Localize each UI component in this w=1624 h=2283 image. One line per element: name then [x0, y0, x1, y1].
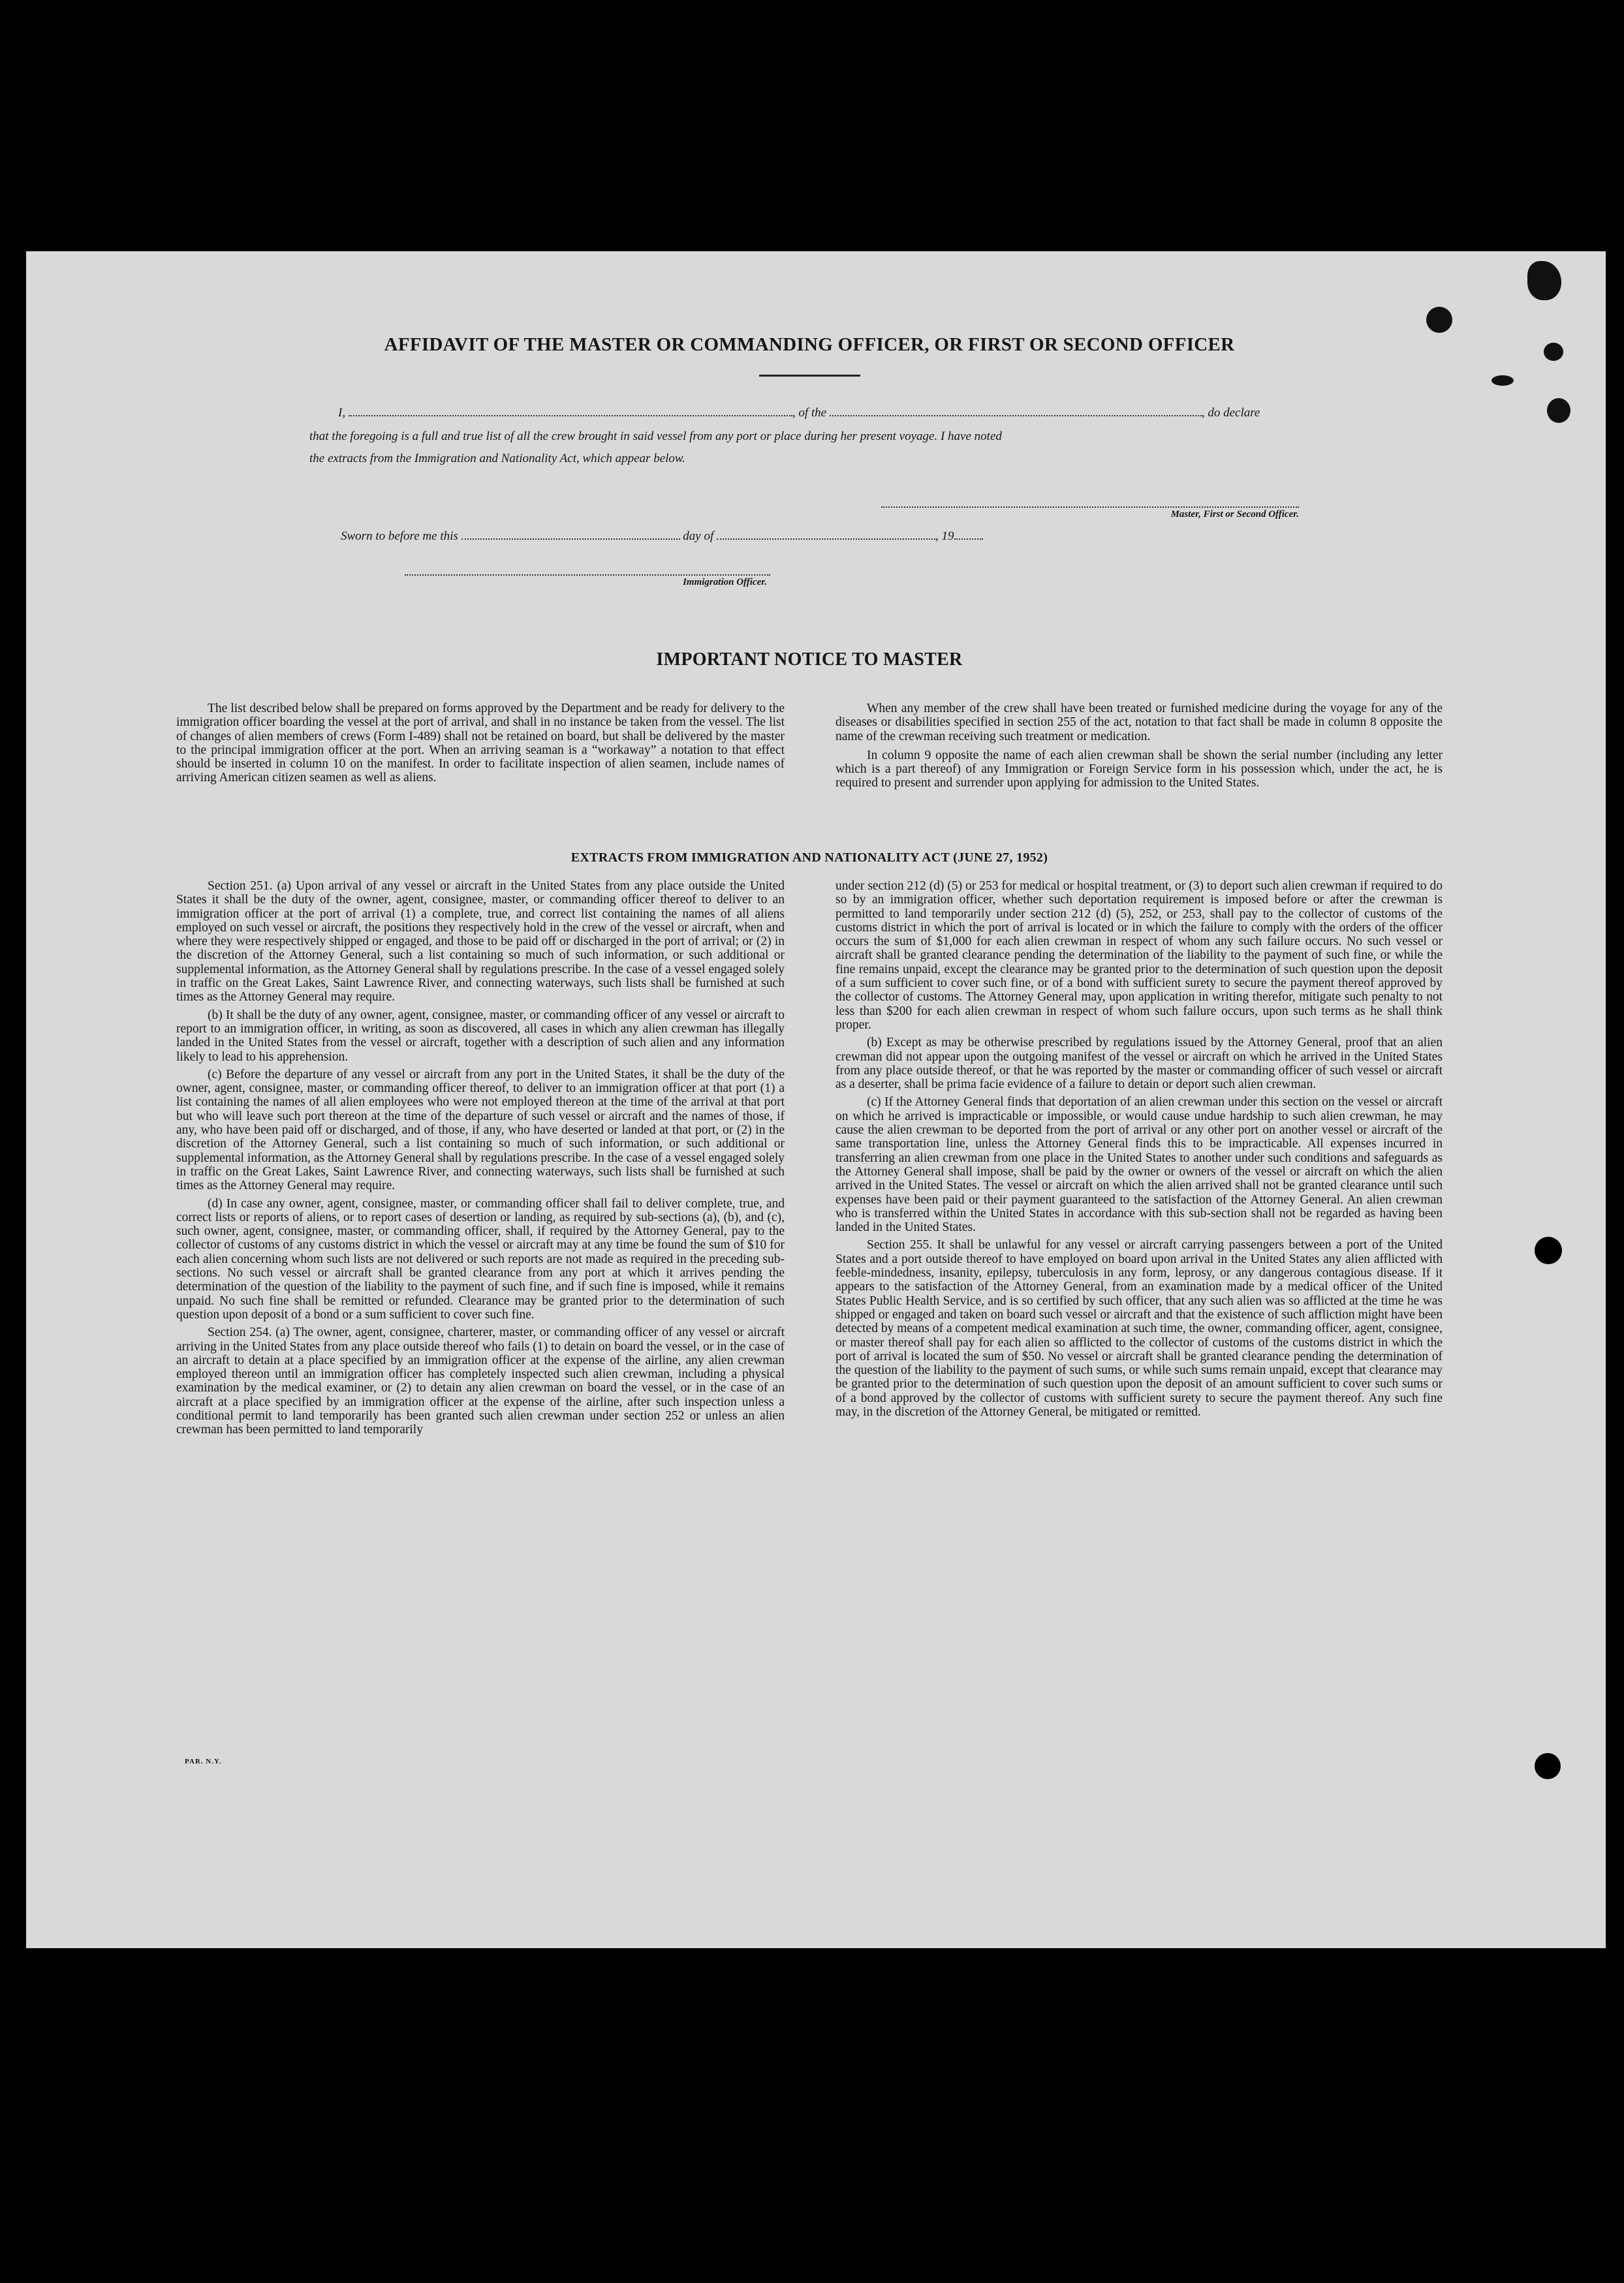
act-section-paragraph: (d) In case any owner, agent, consignee, master, or commanding officer shall fail to deliver complete, true, and correct lists or reports of aliens, or to report cases of desertion or landing, as required by sub-sections (a), (b), and (c), such owner, agent, consignee, master, or commanding officer, shall, if required by the Attorney General, pay to the collector of customs of any customs district in which the vessel or aircraft may at any time be found the sum of $10 for each alien concerning whom such lists are not delivered or such reports are not made as required in the preceding sub-sections. No such vessel or aircraft shall be granted clearance from any port at which it arrives pending the determination of the question of the liability to the payment of such fine, and if such fine is imposed, while it remains unpaid. No such fine shall be remitted or refunded. Clearance may be granted prior to the determination of such question upon deposit of a bond or a sum sufficient to cover such fine.: [176, 1196, 785, 1322]
notice-left-column: [176, 702, 785, 789]
notice-title: IMPORTANT NOTICE TO MASTER: [656, 649, 963, 670]
binder-hole: [1535, 1753, 1561, 1779]
title-rule: [759, 375, 860, 377]
sworn-month-field[interactable]: [717, 538, 935, 540]
day-of-label: day of: [683, 529, 714, 543]
master-signature-label: Master, First or Second Officer.: [1170, 509, 1299, 520]
i-label: I,: [338, 406, 346, 420]
act-section-paragraph: Section 254. (a) The owner, agent, consignee, charterer, master, or commanding officer of any vessel or aircraft arriving in the United States from any place outside thereof who fails (1) to detain on board the vessel, or in the case of an aircraft to detain at a place specified by an immigration officer at the expense of the airline, any alien crewman employed thereon until an immigration officer has completely inspected such alien crewman, including a physical examination by the medical examiner, or (2) to detain any alien crewman on board the vessel, or in the case of an aircraft at a place specified by an immigration officer at the expense of the airline, after such inspection unless a conditional permit to land temporarily has been granted such alien crewman under section 252 or unless an alien crewman has been permitted to land temporarily: [176, 1326, 785, 1437]
act-section-paragraph: (c) Before the departure of any vessel or aircraft from any port in the United States, it shall be the duty of the owner, agent, consignee, master, or commanding officer thereof, to deliver to an immigration officer at that port (1) a list containing the names of all alien employees who were not employed thereon at the time of the arrival at that port but who will leave such port thereon at the time of the departure of such vessel or aircraft and the names of those, if any, who have been paid off or discharged, and of those, if any, who have deserted or landed at that port, or (2) in the discretion of the Attorney General, such a list containing so much of such information, or such additional or supplemental information, as the Attorney General shall by regulations prescribe. In the case of a vessel engaged solely in traffic on the Great Lakes, Saint Lawrence River, and connecting waterways, such lists shall be furnished at such times as the Attorney General may require.: [176, 1067, 785, 1193]
of-the-label: , of the: [792, 406, 827, 420]
do-declare-label: , do declare: [1201, 406, 1260, 420]
affidavit-title: AFFIDAVIT OF THE MASTER OR COMMANDING OFFICER, OR FIRST OR SECOND OFFICER: [384, 334, 1235, 355]
extracts-title: EXTRACTS FROM IMMIGRATION AND NATIONALITY ACT (JUNE 27, 1952): [570, 850, 1048, 865]
sworn-day-field[interactable]: [461, 538, 680, 540]
notice-paragraph: When any member of the crew shall have been treated or furnished medicine during the voyage for any of the diseases or disabilities specified in section 255 of the act, notation to that fact shall be made in column 8 opposite the name of the crewman receiving such treatment or medication.: [835, 702, 1443, 743]
declaration-text-2: the extracts from the Immigration and Nationality Act, which appear below.: [309, 452, 685, 465]
act-section-paragraph: (c) If the Attorney General finds that deportation of an alien crewman under this section on the vessel or aircraft on which he arrived is impracticable or impossible, or would cause undue hardship to such alien crewman, he may cause the alien crewman to be deported from the port of arrival or any other port on another vessel or aircraft of the same transportation line, unless the Attorney General finds this to be impracticable. All expenses incurred in transferring an alien crewman from one place in the United States to another under such conditions and safeguards as the Attorney General shall impose, shall be paid by the owner or owners of the vessel or aircraft on which the alien arrived in the United States. The vessel or aircraft on which the alien arrived shall not be granted clearance until such expenses have been paid or their payment guaranteed to the satisfaction of the Attorney General. An alien crewman who is transferred within the United States in accordance with this sub-section shall not be regarded as having been landed in the United States.: [835, 1095, 1443, 1235]
ink-blot: [1491, 375, 1514, 386]
act-section-paragraph: (b) It shall be the duty of any owner, agent, consignee, master, or commanding officer of any vessel or aircraft to report to an immigration officer, in writing, as soon as discovered, all cases in which any alien crewman has illegally landed in the United States from the vessel or aircraft, together with a description of such alien and any information likely to lead to his apprehension.: [176, 1008, 785, 1064]
notice-right-column: [835, 702, 1443, 794]
notice-paragraph: The list described below shall be prepared on forms approved by the Department and be ready for delivery to the immigration officer boarding the vessel at the port of arrival, and shall in no instance be taken from the vessel. The list of changes of alien members of crews (Form I-489) shall not be retained on board, but shall be delivered by the master to the principal immigration officer at the port. When an arriving seaman is a “workaway” a notation to that effect should be inserted in column 10 on the manifest. In order to facilitate inspection of alien seamen, include names of arriving American citizen seamen as well as aliens.: [176, 702, 785, 785]
act-section-paragraph: under section 212 (d) (5) or 253 for medical or hospital treatment, or (3) to deport such alien crewman if required to do so by an immigration officer, whether such deportation requirement is imposed before or after the crewman is permitted to land temporarily under section 212 (d) (5), 252, or 253, shall pay to the collector of customs of the customs district in which the port of arrival is located or in which the failure to comply with the orders of the officer occurs the sum of $1,000 for each alien crewman in respect of whom any such failure occurs. No such vessel or aircraft shall be granted clearance pending the determination of the liability to the payment of such fine, or while the fine remains unpaid, except the clearance may be granted prior to the determination of such question upon the deposit of a sum sufficient to cover such fine, or of a bond with sufficient surety to secure the payment thereof approved by the collector of customs. The Attorney General may, upon application in writing therefor, mitigate such penalty to not less than $200 for each alien crewman in respect of whom such failure occurs, upon such terms as he shall think proper.: [835, 879, 1443, 1032]
vessel-field[interactable]: [830, 415, 1202, 416]
declaration-text-1: that the foregoing is a full and true list of all the crew brought in said vessel from any port or place during her present voyage. I have noted: [309, 429, 1002, 443]
sworn-label: Sworn to before me this: [341, 529, 458, 543]
printer-imprint: PAR. N.Y.: [185, 1758, 222, 1765]
year-label: , 19: [935, 529, 954, 543]
officer-signature-label: Immigration Officer.: [683, 577, 767, 587]
ink-blot: [1426, 307, 1452, 333]
sworn-line: [341, 525, 1124, 548]
binder-hole: [1535, 1237, 1562, 1264]
extracts-left-column: [176, 879, 785, 1441]
declaration-fill-line: [338, 402, 1311, 424]
sworn-year-field[interactable]: [954, 538, 983, 540]
extracts-right-column: [835, 879, 1443, 1423]
act-section-paragraph: (b) Except as may be otherwise prescribed by regulations issued by the Attorney General, proof that an alien crewman did not appear upon the outgoing manifest of the vessel or aircraft on which he arrived in the United States from any place outside thereof, or that he was reported by the master or commanding officer of such vessel or aircraft as a deserter, shall be prima facie evidence of a failure to detain or deport such alien crewman.: [835, 1036, 1443, 1092]
name-field[interactable]: [349, 415, 792, 416]
ink-blot: [1547, 398, 1570, 423]
notice-paragraph: In column 9 opposite the name of each alien crewman shall be shown the serial number (including any letter which is a part thereof) of any Immigration or Foreign Service form in his possession which, under the act, he is required to present and surrender upon applying for admission to the United States.: [835, 748, 1443, 790]
act-section-paragraph: Section 255. It shall be unlawful for any vessel or aircraft carrying passengers between a port of the United States and a port outside thereof to have employed on board upon arrival in the United States any alien afflicted with feeble-mindedness, insanity, epilepsy, tuberculosis in any form, leprosy, or any dangerous contagious disease. If it appears to the satisfaction of the Attorney General, from an examination made by a medical officer of the United States Public Health Service, and is so certified by such officer, that any such alien was so afflicted at the time he was shipped or engaged and taken on board such vessel or aircraft and that the existence of such affliction might have been detected by means of a competent medical examination at such time, the owner, commanding officer, agent, consignee, or master thereof shall pay for each alien so afflicted to the collector of customs of the customs district in which the port of arrival is located the sum of $50. No vessel or aircraft shall be granted clearance pending the determination of the question of the liability to the payment of such sums, or while such sums remain unpaid, except that clearance may be granted prior to the determination of such question upon the deposit of an amount sufficient to cover such sums or of a bond approved by the collector of customs with sufficient surety to secure the payment thereof. Any such fine may, in the discretion of the Attorney General, be mitigated or remitted.: [835, 1238, 1443, 1419]
officer-signature-line[interactable]: [405, 574, 770, 576]
act-section-paragraph: Section 251. (a) Upon arrival of any vessel or aircraft in the United States from any place outside the United States it shall be the duty of the owner, agent, consignee, master, or commanding officer thereof to deliver to an immigration officer at the port of arrival (1) a complete, true, and correct list containing the names of all aliens employed on such vessel or aircraft, the positions they respectively hold in the crew of the vessel or aircraft, when and where they were respectively shipped or engaged, and those to be paid off or discharged in the port of arrival; or (2) in the discretion of the Attorney General, such a list containing so much of such information, or such additional or supplemental information, as the Attorney General shall by regulations prescribe. In the case of a vessel engaged solely in traffic on the Great Lakes, Saint Lawrence River, and connecting waterways, such lists shall be furnished at such times as the Attorney General may require.: [176, 879, 785, 1004]
master-signature-line[interactable]: [881, 506, 1299, 508]
